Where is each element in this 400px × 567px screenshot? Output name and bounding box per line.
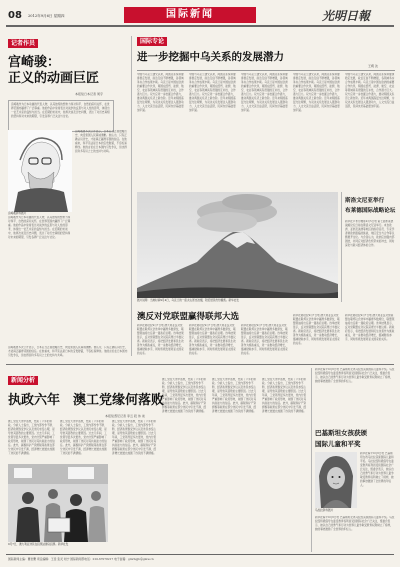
issue-date: 2012年9月6日 星期四 — [28, 14, 65, 18]
analysis-col2: 澳工党在大选中落败，结束了六年的执政。分析人士指出，工党内部纷争不断、经济政策饱受争议以及选民求变心理，是导致其落败的主要原因。过去几年间，工党领导层多次更迭，党内分裂严重影响了政府形象，削弱了选民对其执政能力的信任。此外，碳税和矿产资源税等政策在部分选民中引发不满，经济增长放缓也加剧了选民的不满情绪。 — [60, 420, 107, 455]
footer-credits: 国际新闻主编：曹世鹰 责任编辑：王佳 张灵 刘宁 国际新闻部电话：010-67078217 电子信箱：gmrbgjb@gmw.cn — [8, 557, 154, 561]
australia-story-col3: 新华社堪培拉9月7日电 澳大利亚反对党联盟在联邦议会选举中赢得多数席位，联盟领袖将出任新一届政府总理。选举结果显示，反对党联盟在众议院获得过半数议席。新政府表示，将把经济发展和民生改善作为施政重点，进一步推动经济增长，缩减财政赤字，同时积极发展同亚太国家的关系。 — [241, 324, 288, 355]
australia-story-title: 澳反对党联盟赢得联邦大选 — [137, 312, 240, 322]
main-story-byline: 王朔 沈 — [368, 64, 378, 68]
voting-photo-caption: 9月7日，澳大利亚选民在投票站排队投票。新华社发 — [8, 543, 69, 546]
column-title-line1: 宫崎骏： — [8, 55, 61, 70]
masthead-logo: 光明日報 — [322, 9, 371, 23]
section-title: 国际新闻 — [166, 9, 214, 20]
analysis-col5: 澳工党在大选中落败，结束了六年的执政。分析人士指出，工党内部纷争不断、经济政策饱受争议以及选民求变心理，是导致其落败的主要原因。过去几年间，工党领导层多次更迭，党内分裂严重影响了政府形象，削弱了选民对其执政能力的信任。此外，碳税和矿产资源税等政策在部分选民中引发不满，经济增长放缓也加剧了选民的不满情绪。 — [212, 378, 257, 413]
side-story-body: 新华社卢布尔雅那9月5日电 第七届布莱德战略论坛日前在斯洛文尼亚举行。来自欧洲、亚洲及美洲等地区的政府官员、专家学者就欧洲面临的挑战、地区安全与合作等议题展开讨论。与会者认为，欧洲应加强内部团结，共同应对经济危机带来的冲击，同时深化与新兴经济体的合作。 — [345, 220, 395, 247]
page-number: 08 — [8, 10, 22, 21]
column-body-right: 宫崎骏曾多次公开表示，日本应当正视侵略历史，向受害国人民真诚道歉。他认为，只有正确认识历史，才能真正赢得邻国的信任。在他看来，和平宪法是日本的宝贵财富，不容轻易修改。他的言论在日本国内引发争议，但也得到许多有识之士的支持与共鸣。 — [75, 130, 127, 153]
analysis-byline: 本报驻悉尼记者 李云 段 伟 谈 — [105, 414, 145, 418]
column-body-bottom: 宫崎骏曾多次公开表示，日本应当正视侵略历史，向受害国人民真诚道歉。他认为，只有正确认识历史，才能真正赢得邻国的信任。在他看来，和平宪法是日本的宝贵财富，不容轻易修改。他的言论在日本国内引发争议，但也得到许多有识之士的支持与共鸣。 — [8, 346, 128, 357]
main-story-col3: 中国与乌克兰建交以来，两国关系保持健康稳定发展，政治互信不断增强，各领域务实合作成果丰硕。乌克兰是中国在欧洲的重要合作伙伴，两国在经贸、能源、航空、农业等领域具有很强的互补性，合作潜力巨大。双方应进一步挖掘合作潜力，推动两国关系迈上新台阶。近年来两国高层交往频繁，为双边关系发展注入强劲动力，人文交流日益活跃，民间友好基础更加牢固。 — [241, 73, 288, 112]
column-photo-caption: 宫崎骏资料图片 — [8, 212, 27, 215]
header-rule — [6, 25, 394, 27]
column-lead: 宫崎骏作为日本动画的代表人物，以其独特的想象力和对和平、自然的深切关怀，在世界范围内赢得了广泛尊重。他的作品中常常表达对战争的反思与对人性的思考，体现出一位艺术家的良知与担当。在近期的访谈中，他再次谈及历史问题，表达了对历史真相的坚持和对未来的期望，引发各界广泛关注与讨论。 — [8, 100, 114, 132]
main-story-title: 进一步挖掘中乌关系的发展潜力 — [137, 51, 284, 63]
volcano-photo — [137, 192, 338, 298]
side-story-title-line2: 布莱德国际战略论坛 — [345, 208, 396, 214]
lower-right-rule — [311, 368, 312, 552]
australia-story-col1: 新华社堪培拉9月7日电 澳大利亚反对党联盟在联邦议会选举中赢得多数席位，联盟领袖将出任新一届政府总理。选举结果显示，反对党联盟在众议院获得过半数议席。新政府表示，将把经济发展和民生改善作为施政重点，进一步推动经济增长，缩减财政赤字，同时积极发展同亚太国家的关系。 — [137, 324, 184, 355]
main-story-col4: 中国与乌克兰建交以来，两国关系保持健康稳定发展，政治互信不断增强，各领域务实合作成果丰硕。乌克兰是中国在欧洲的重要合作伙伴，两国在经贸、能源、航空、农业等领域具有很强的互补性，合作潜力巨大。双方应进一步挖掘合作潜力，推动两国关系迈上新台阶。近年来两国高层交往频繁，为双边关系发展注入强劲动力，人文交流日益活跃，民间友好基础更加牢固。 — [293, 73, 340, 112]
australia-story-col5: 新华社堪培拉9月7日电 澳大利亚反对党联盟在联邦议会选举中赢得多数席位，联盟领袖将出任新一届政府总理。选举结果显示，反对党联盟在众议院获得过半数议席。新政府表示，将把经济发展和民生改善作为施政重点，进一步推动经济增长，缩减财政赤字，同时积极发展同亚太国家的关系。 — [345, 314, 395, 341]
mid-page-rule — [6, 364, 394, 365]
volcano-photo-caption: 图片说明：当地时间9月4日，乌克兰的一座火山冒出浓烟，附近居民纷纷撤离。新华社发 — [137, 299, 239, 302]
analysis-tag: 新闻分析 — [8, 376, 38, 385]
miyazaki-photo — [8, 130, 72, 212]
analysis-title: 执政六年 澳工党缘何落败 — [8, 393, 165, 408]
pakistan-story-body: 新华社海牙9月6日电 巴基斯坦女孩马拉拉获颁国际儿童和平奖。马拉拉因积极倡导女童受教育权利而受到国际社会广泛关注，组委会表示，她以自己的勇气和行动为世界儿童争取受教育权利树立了榜样，她的事迹激励了全世界的年轻人。 — [315, 516, 395, 531]
australia-story-col4: 新华社堪培拉9月7日电 澳大利亚反对党联盟在联邦议会选举中赢得多数席位，联盟领袖将出任新一届政府总理。选举结果显示，反对党联盟在众议院获得过半数议席。新政府表示，将把经济发展和民生改善作为施政重点，进一步推动经济增长，缩减财政赤字，同时积极发展同亚太国家的关系。 — [293, 314, 340, 345]
column-body-left: 宫崎骏作为日本动画的代表人物，以其独特的想象力和对和平、自然的深切关怀，在世界范围内赢得了广泛尊重。他的作品中常常表达对战争的反思与对人性的思考，体现出一位艺术家的良知与担当。在近期的访谈中，他再次谈及历史问题，表达了对历史真相的坚持和对未来的期望，引发各界广泛关注与讨论。 — [8, 216, 71, 239]
analysis-col4: 澳工党在大选中落败，结束了六年的执政。分析人士指出，工党内部纷争不断、经济政策饱受争议以及选民求变心理，是导致其落败的主要原因。过去几年间，工党领导层多次更迭，党内分裂严重影响了政府形象，削弱了选民对其执政能力的信任。此外，碳税和矿产资源税等政策在部分选民中引发不满，经济增长放缓也加剧了选民的不满情绪。 — [162, 378, 207, 413]
analysis-col6: 澳工党在大选中落败，结束了六年的执政。分析人士指出，工党内部纷争不断、经济政策饱受争议以及选民求变心理，是导致其落败的主要原因。过去几年间，工党领导层多次更迭，党内分裂严重影响了政府形象，削弱了选民对其执政能力的信任。此外，碳税和矿产资源税等政策在部分选民中引发不满，经济增长放缓也加剧了选民的不满情绪。 — [262, 378, 307, 413]
main-story-rule — [137, 70, 395, 71]
main-story-col1: 中国与乌克兰建交以来，两国关系保持健康稳定发展，政治互信不断增强，各领域务实合作成果丰硕。乌克兰是中国在欧洲的重要合作伙伴，两国在经贸、能源、航空、农业等领域具有很强的互补性，合作潜力巨大。双方应进一步挖掘合作潜力，推动两国关系迈上新台阶。近年来两国高层交往频繁，为双边关系发展注入强劲动力，人文交流日益活跃，民间友好基础更加牢固。 — [137, 73, 184, 112]
main-story-tag: 国际专论 — [137, 37, 167, 46]
pakistan-story-lead: 新华社海牙9月6日电 巴基斯坦女孩马拉拉获颁国际儿童和平奖。马拉拉因积极倡导女童受教育权利而受到国际社会广泛关注，组委会表示，她以自己的勇气和行动为世界儿童争取受教育权利树立了榜样，她的事迹激励了全世界的年轻人。 — [315, 368, 395, 383]
right-column-rule — [341, 192, 342, 302]
pakistan-story-title-line2: 国际儿童和平奖 — [315, 440, 361, 448]
analysis-col3: 澳工党在大选中落败，结束了六年的执政。分析人士指出，工党内部纷争不断、经济政策饱受争议以及选民求变心理，是导致其落败的主要原因。过去几年间，工党领导层多次更迭，党内分裂严重影响了政府形象，削弱了选民对其执政能力的信任。此外，碳税和矿产资源税等政策在部分选民中引发不满，经济增长放缓也加剧了选民的不满情绪。 — [112, 420, 157, 455]
pakistan-story-title-line1: 巴基斯坦女孩获颁 — [315, 429, 367, 437]
side-story-title-line1: 斯洛文尼亚举行 — [345, 198, 385, 204]
pakistan-story-side: 新华社海牙9月6日电 巴基斯坦女孩马拉拉获颁国际儿童和平奖。马拉拉因积极倡导女童受教育权利而受到国际社会广泛关注，组委会表示，她以自己的勇气和行动为世界儿童争取受教育权利树立了榜样，她的事迹激励了全世界的年轻人。 — [360, 452, 394, 487]
left-column-rule — [131, 36, 132, 356]
main-story-col5: 中国与乌克兰建交以来，两国关系保持健康稳定发展，政治互信不断增强，各领域务实合作成果丰硕。乌克兰是中国在欧洲的重要合作伙伴，两国在经贸、能源、航空、农业等领域具有很强的互补性，合作潜力巨大。双方应进一步挖掘合作潜力，推动两国关系迈上新台阶。近年来两国高层交往频繁，为双边关系发展注入强劲动力，人文交流日益活跃，民间友好基础更加牢固。 — [345, 73, 395, 108]
column-title-line2: 正义的动画巨匠 — [8, 71, 100, 86]
malala-photo — [315, 452, 357, 508]
column-tag: 记者作员 — [8, 39, 38, 48]
australia-story-col2: 新华社堪培拉9月7日电 澳大利亚反对党联盟在联邦议会选举中赢得多数席位，联盟领袖将出任新一届政府总理。选举结果显示，反对党联盟在众议院获得过半数议席。新政府表示，将把经济发展和民生改善作为施政重点，进一步推动经济增长，缩减财政赤字，同时积极发展同亚太国家的关系。 — [189, 324, 236, 355]
voting-photo — [8, 464, 108, 542]
analysis-col1: 澳工党在大选中落败，结束了六年的执政。分析人士指出，工党内部纷争不断、经济政策饱受争议以及选民求变心理，是导致其落败的主要原因。过去几年间，工党领导层多次更迭，党内分裂严重影响了政府形象，削弱了选民对其执政能力的信任。此外，碳税和矿产资源税等政策在部分选民中引发不满，经济增长放缓也加剧了选民的不满情绪。 — [8, 420, 55, 455]
malala-photo-caption: 马拉拉资料图片 — [315, 509, 334, 512]
main-story-col2: 中国与乌克兰建交以来，两国关系保持健康稳定发展，政治互信不断增强，各领域务实合作成果丰硕。乌克兰是中国在欧洲的重要合作伙伴，两国在经贸、能源、航空、农业等领域具有很强的互补性，合作潜力巨大。双方应进一步挖掘合作潜力，推动两国关系迈上新台阶。近年来两国高层交往频繁，为双边关系发展注入强劲动力，人文交流日益活跃，民间友好基础更加牢固。 — [189, 73, 236, 112]
footer-rule — [6, 554, 394, 555]
column-byline: 本报驻日本记者 周宇 — [75, 92, 103, 96]
